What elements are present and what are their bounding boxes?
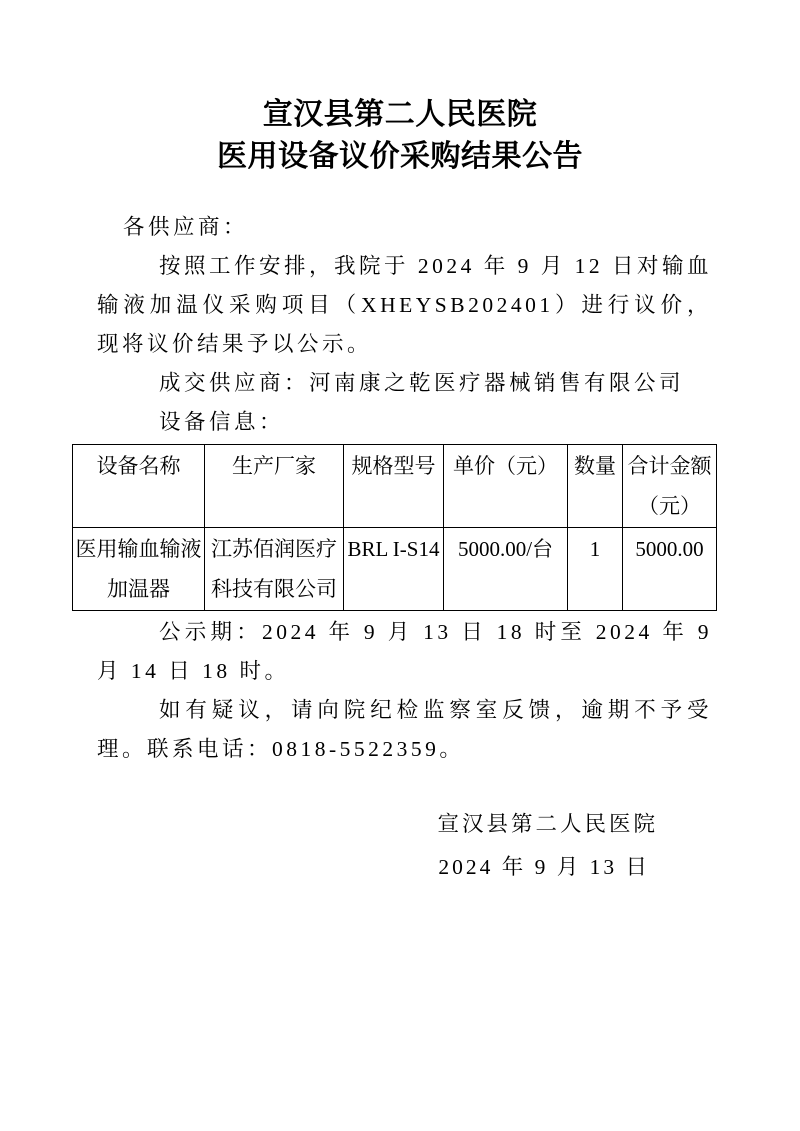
paragraph-publicity-period: 公示期：2024 年 9 月 13 日 18 时至 2024 年 9 月 14 日 18 时。 [97,620,712,683]
cell-model: BRL I-S14 [344,528,444,611]
header-total-amount: 合计金额（元） [623,445,717,528]
document-title [0,0,800,178]
cell-unit-price: 5000.00/台 [444,528,568,611]
cell-device-name: 医用输血输液加温器 [73,528,205,611]
device-info-table [72,444,717,611]
cell-manufacturer: 江苏佰润医疗科技有限公司 [205,528,344,611]
paragraph-objection: 如有疑议，请向院纪检监察室反馈，逾期不予受理。联系电话：0818-5522359。 [97,698,712,761]
salutation: 各供应商： [123,215,249,239]
header-device-name: 设备名称 [73,445,205,528]
signature-date: 2024 年 9 月 13 日 [438,855,650,879]
paragraph-supplier: 成交供应商：河南康之乾医疗器械销售有限公司 [159,371,685,395]
document-body [75,208,713,769]
header-model: 规格型号 [344,445,444,528]
header-manufacturer: 生产厂家 [205,445,344,528]
cell-quantity: 1 [568,528,623,611]
title-line-2: 医用设备议价采购结果公告 [217,140,583,173]
title-line-1: 宣汉县第二人民医院 [262,98,538,131]
signature-organization: 宣汉县第二人民医院 [437,812,658,836]
paragraph-intro: 按照工作安排，我院于 2024 年 9 月 12 日对输血输液加温仪采购项目（XHEYSB202401）进行议价，现将议价结果予以公示。 [97,254,713,356]
table-header-row [73,445,717,528]
cell-total-amount: 5000.00 [623,528,717,611]
table-row [73,528,717,611]
header-unit-price: 单价（元） [444,445,568,528]
header-quantity: 数量 [568,445,623,528]
paragraph-device-info-label: 设备信息： [159,410,285,434]
signature-block [0,803,800,889]
